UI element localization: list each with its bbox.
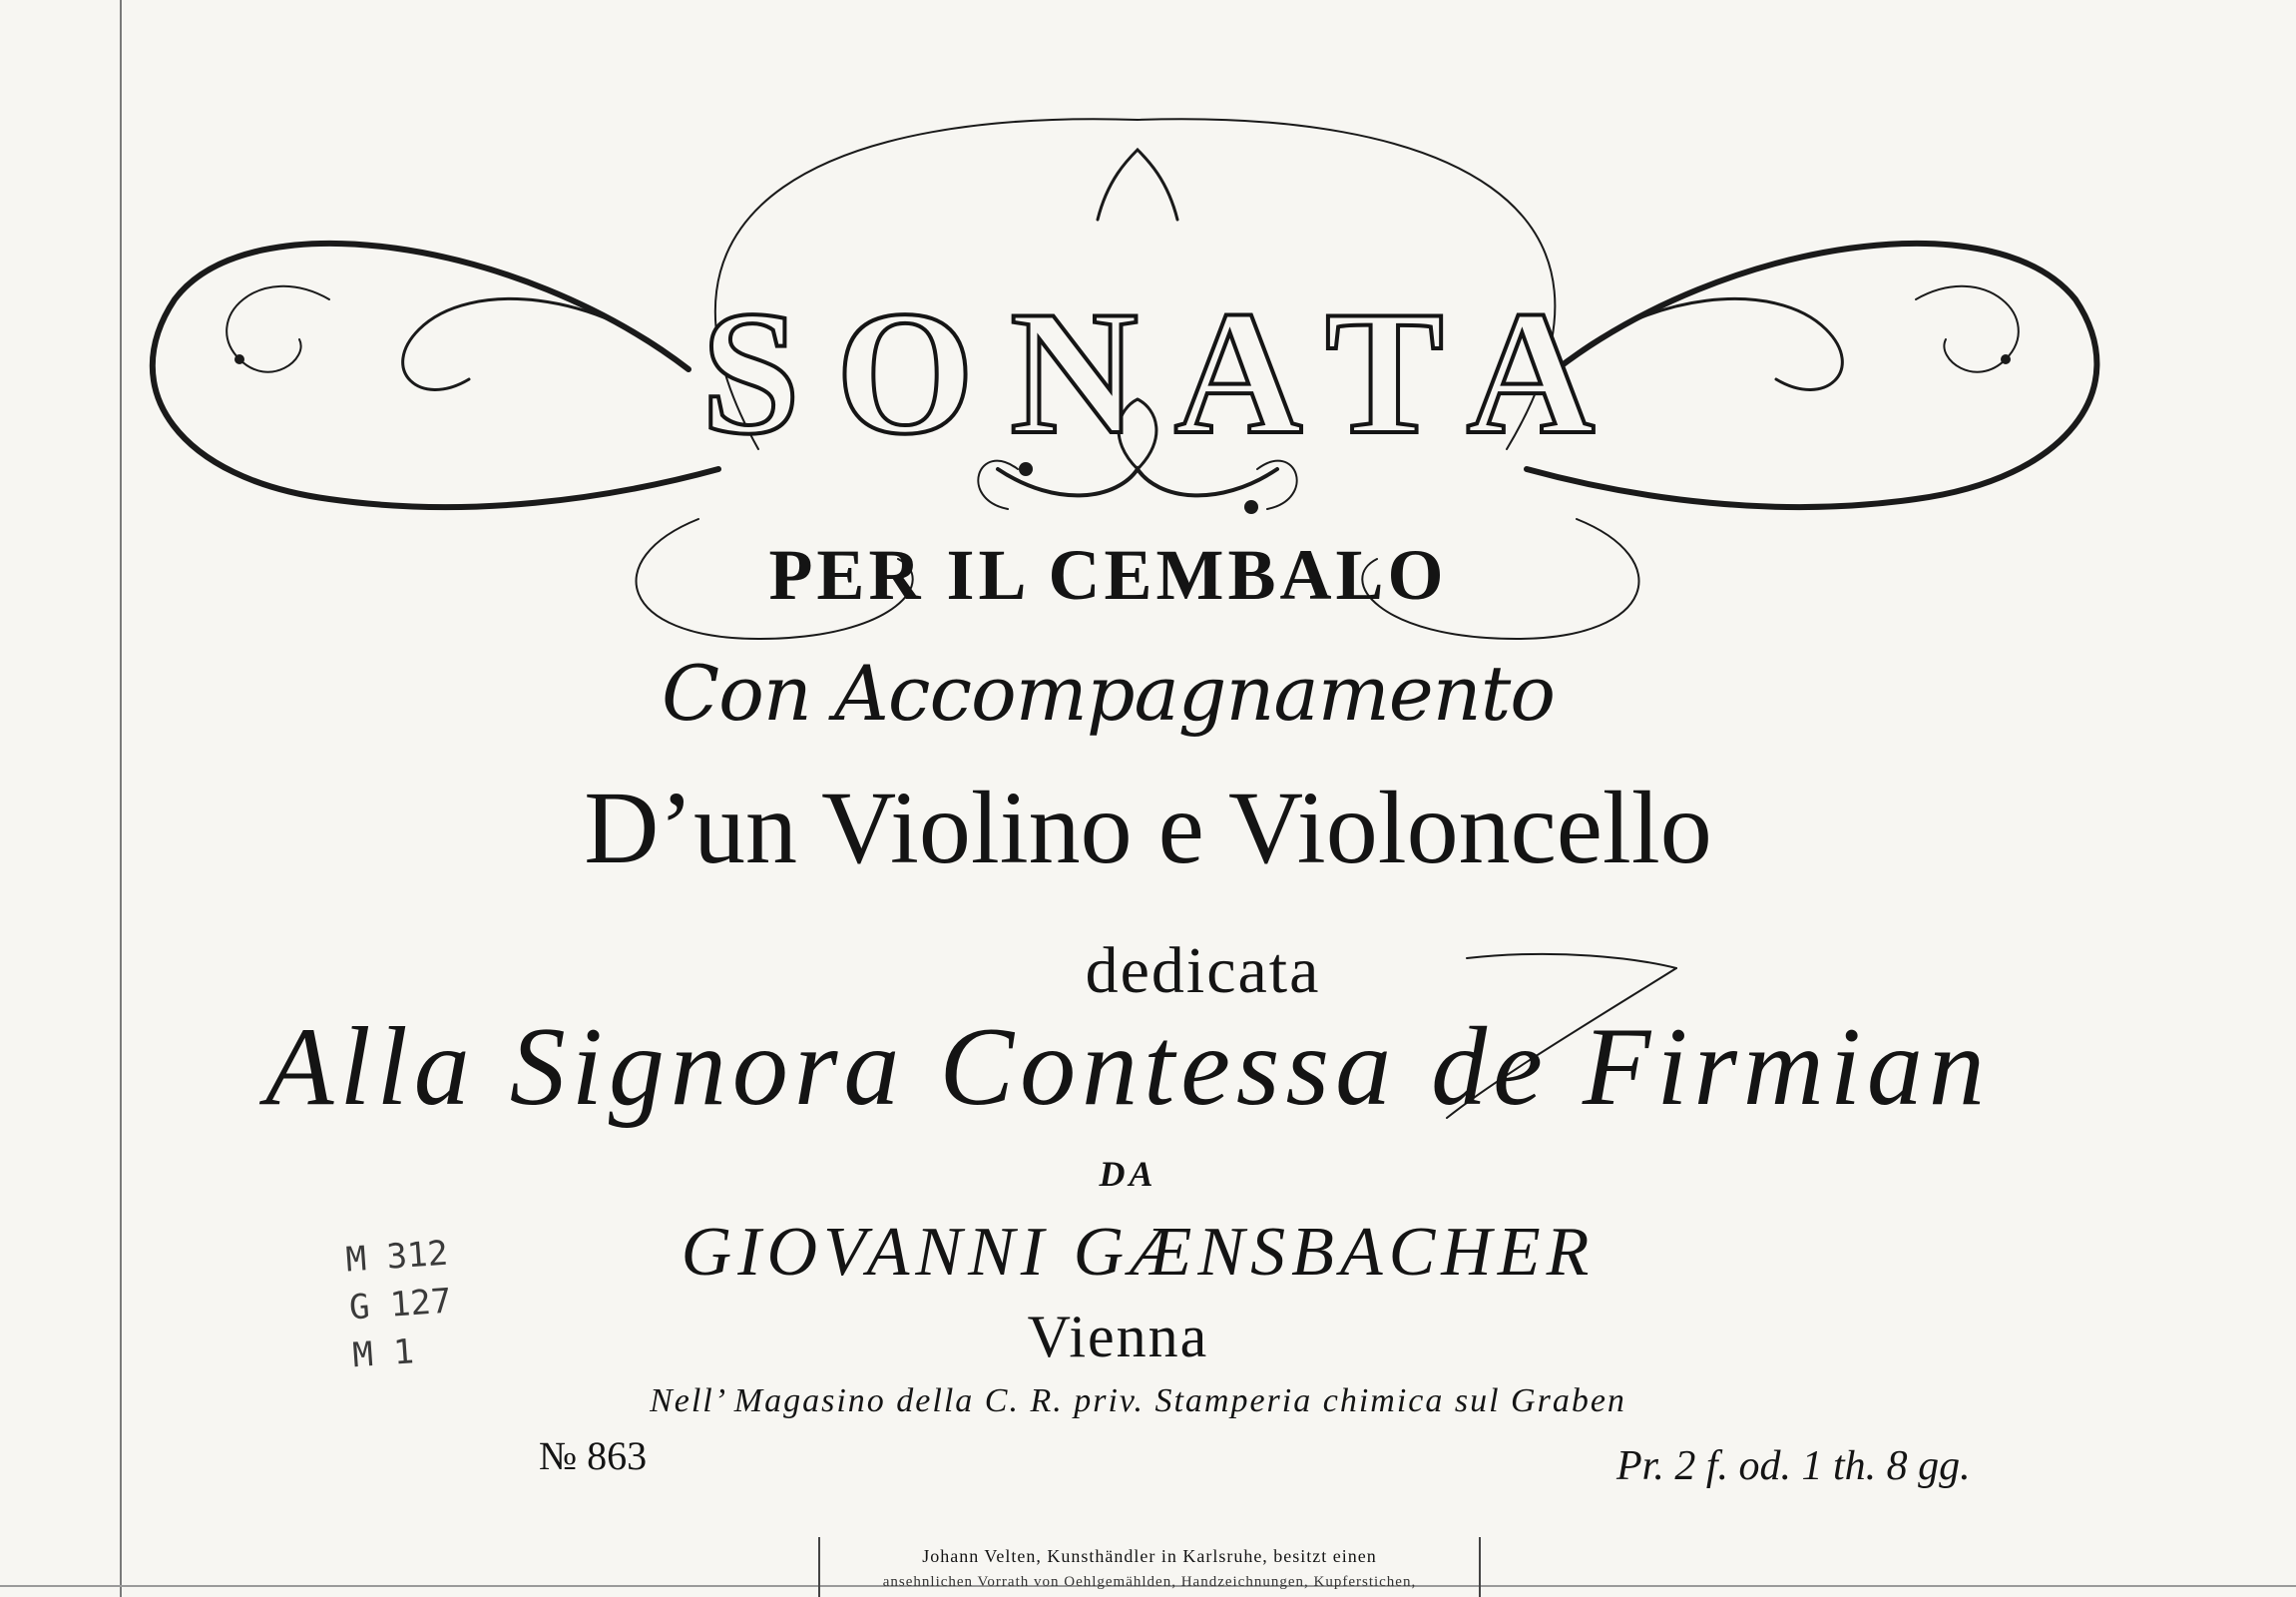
dealer-label-line: Johann Velten, Kunsthändler in Karlsruhe, besitzt einen [922, 1546, 1377, 1566]
accompaniment-line: Con Accompagnamento [661, 649, 1555, 738]
title: SONATA [700, 273, 1631, 471]
dealer-label-line: ansehnlichen Vorrath von Oehlgemählden, Handzeichnungen, Kupferstichen, [882, 1574, 1417, 1590]
shelfmark-line: M 1 [351, 1331, 416, 1376]
dealer-label [818, 1537, 1481, 1597]
city: Vienna [1027, 1304, 1209, 1369]
by-line: DA [1099, 1154, 1157, 1194]
publisher-line: Nell’ Magasino della C. R. priv. Stamperia chimica sul Graben [650, 1382, 1626, 1419]
shelfmark-line: M 312 [344, 1233, 450, 1281]
dedication-word: dedicata [1085, 934, 1321, 1007]
instruments-line: D’un Violino e Violoncello [584, 771, 1712, 885]
plate-number: № 863 [539, 1433, 648, 1478]
dedicatee: Alla Signora Contessa de Firmian [265, 1005, 1991, 1129]
handwritten-shelfmark [344, 1230, 456, 1380]
price: Pr. 2 f. od. 1 th. 8 gg. [1616, 1443, 1971, 1489]
shelfmark-line: G 127 [347, 1281, 453, 1329]
composer-name: GIOVANNI GÆNSBACHER [681, 1214, 1596, 1291]
subtitle: PER IL CEMBALO [768, 535, 1448, 615]
